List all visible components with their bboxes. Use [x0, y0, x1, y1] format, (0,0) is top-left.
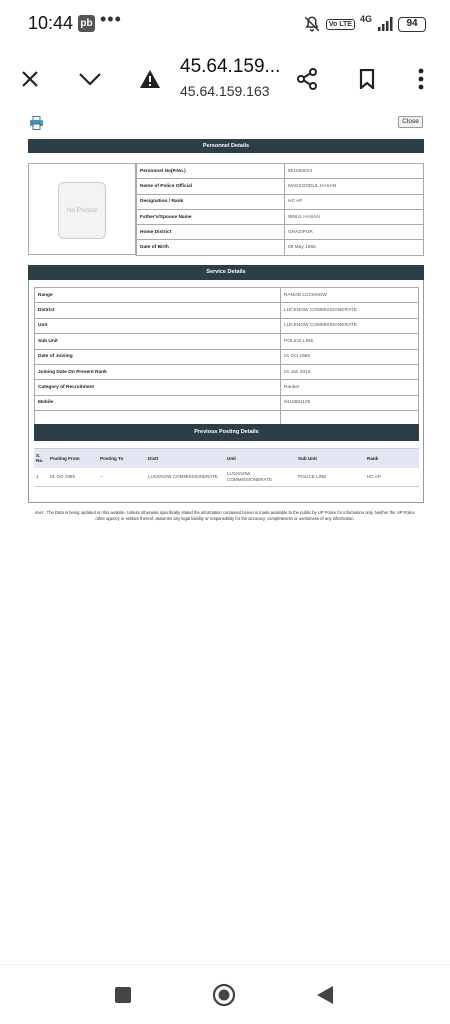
more-notifications-icon: •••: [100, 9, 122, 29]
chevron-down-icon[interactable]: [73, 62, 107, 96]
service-label: Mobile: [35, 395, 281, 410]
service-label: Unit: [35, 318, 281, 333]
service-row: [35, 364, 419, 379]
photo-placeholder: No Picture: [58, 182, 106, 239]
personnel-value: MAKSOODUL HASAN: [285, 179, 424, 194]
personnel-value: IBNUL HASAN: [285, 209, 424, 224]
personnel-value: 851030013: [285, 164, 424, 179]
personnel-label: Personnel No(P.No.): [137, 164, 285, 179]
column-header: Sub Unit: [296, 449, 365, 468]
home-button[interactable]: [212, 983, 236, 1007]
service-row: [35, 349, 419, 364]
personnel-row: [137, 209, 424, 224]
service-value: LUCKNOW COMMISSIONERATE: [281, 318, 419, 333]
column-header: S. No.: [34, 449, 48, 468]
system-nav-bar: [0, 964, 450, 1024]
service-value: POLICE LINE: [281, 334, 419, 349]
personnel-row: [137, 240, 424, 255]
pb-app-icon: pb: [78, 15, 95, 32]
previous-posting-table: [34, 448, 419, 487]
personnel-label: Home District: [137, 225, 285, 240]
recents-button[interactable]: [111, 983, 135, 1007]
service-value: 01 Oct 1985: [281, 349, 419, 364]
cell-subunit: POLICE LINE: [296, 468, 365, 487]
service-value: 9415881106: [281, 395, 419, 410]
service-row: [35, 288, 419, 303]
service-value: Ranker: [281, 380, 419, 395]
service-label: District: [35, 303, 281, 318]
column-header: Distt: [146, 449, 225, 468]
personnel-details-header: Personnel Details: [28, 139, 424, 153]
page-title[interactable]: 45.64.159...: [180, 56, 281, 77]
battery-icon: 94: [398, 17, 426, 32]
more-options-icon[interactable]: [404, 62, 438, 96]
service-value: 01 Jan 2016: [281, 364, 419, 379]
column-header: Posting To: [98, 449, 146, 468]
personnel-value: GHAZIPUR: [285, 225, 424, 240]
recents-icon: [114, 986, 132, 1004]
service-table: [34, 287, 419, 427]
service-label: Sub Unit: [35, 334, 281, 349]
status-icons: [303, 14, 426, 34]
bookmark-icon[interactable]: [350, 62, 384, 96]
warning-icon[interactable]: [133, 62, 167, 96]
table-row: [34, 468, 419, 487]
personnel-label: Designation / Rank: [137, 194, 285, 209]
web-page: [0, 110, 450, 964]
back-icon: [315, 984, 335, 1006]
service-label: Range: [35, 288, 281, 303]
personnel-row: [137, 179, 424, 194]
mute-icon: [303, 15, 321, 33]
close-tab-icon[interactable]: [13, 62, 47, 96]
photo-cell: [28, 163, 136, 255]
cell-unit: LUCKNOW COMMISSIONERATE: [225, 468, 296, 487]
service-row: [35, 303, 419, 318]
service-label: Joining Date On Present Rank: [35, 364, 281, 379]
cell-from: 01 Oct 1985: [48, 468, 98, 487]
service-value: RANGE LUCKNOW: [281, 288, 419, 303]
service-row: [35, 318, 419, 333]
personnel-label: Name of Police Official: [137, 179, 285, 194]
service-row: [35, 395, 419, 410]
share-icon[interactable]: [290, 62, 324, 96]
column-header: Rank: [365, 449, 419, 468]
personnel-row: [137, 194, 424, 209]
print-icon[interactable]: [29, 116, 44, 130]
service-row: [35, 380, 419, 395]
cell-rank: HC AP: [365, 468, 419, 487]
signal-icon: [377, 16, 393, 32]
column-header: Posting From: [48, 449, 98, 468]
cell-distt: LUCKNOW COMMISSIONERATE: [146, 468, 225, 487]
previous-posting-header: Previous Posting Details: [34, 424, 419, 441]
service-value: LUCKNOW COMMISSIONERATE: [281, 303, 419, 318]
disclaimer: [0, 510, 450, 522]
personnel-label: Date of Birth: [137, 240, 285, 255]
personnel-label: Father's/Spouse Name: [137, 209, 285, 224]
back-button[interactable]: [313, 983, 337, 1007]
disclaimer-line-2: other agency or entities thereof, assumes any legal liability or responsibility for the accuracy, completeness or usefulness of any information.: [95, 516, 355, 521]
status-time: 10:44: [28, 13, 74, 33]
volte-icon: Vo LTE: [326, 19, 355, 30]
browser-toolbar: [0, 48, 450, 110]
page-url[interactable]: 45.64.159.163: [180, 83, 270, 99]
close-button[interactable]: Close: [398, 116, 423, 128]
service-details-header: Service Details: [28, 265, 424, 280]
cell-sno: 1: [34, 468, 48, 487]
personnel-table: [136, 163, 424, 256]
personnel-value: 08 May 1966: [285, 240, 424, 255]
service-row: [35, 334, 419, 349]
cell-to: --: [98, 468, 146, 487]
home-icon: [212, 983, 236, 1007]
column-header: Unit: [225, 449, 296, 468]
disclaimer-line-1: imer : The Data is being updated on this website. Unless otherwise specifically stated the information contained herein is made available to the public by UP Police for information only. Neither the UP Police: [35, 510, 415, 515]
personnel-row: [137, 225, 424, 240]
network-type: 4G: [359, 14, 372, 24]
personnel-row: [137, 164, 424, 179]
personnel-value: HC AP: [285, 194, 424, 209]
status-bar: [0, 0, 450, 48]
service-label: Category of Recruitment: [35, 380, 281, 395]
service-label: Date of Joining: [35, 349, 281, 364]
